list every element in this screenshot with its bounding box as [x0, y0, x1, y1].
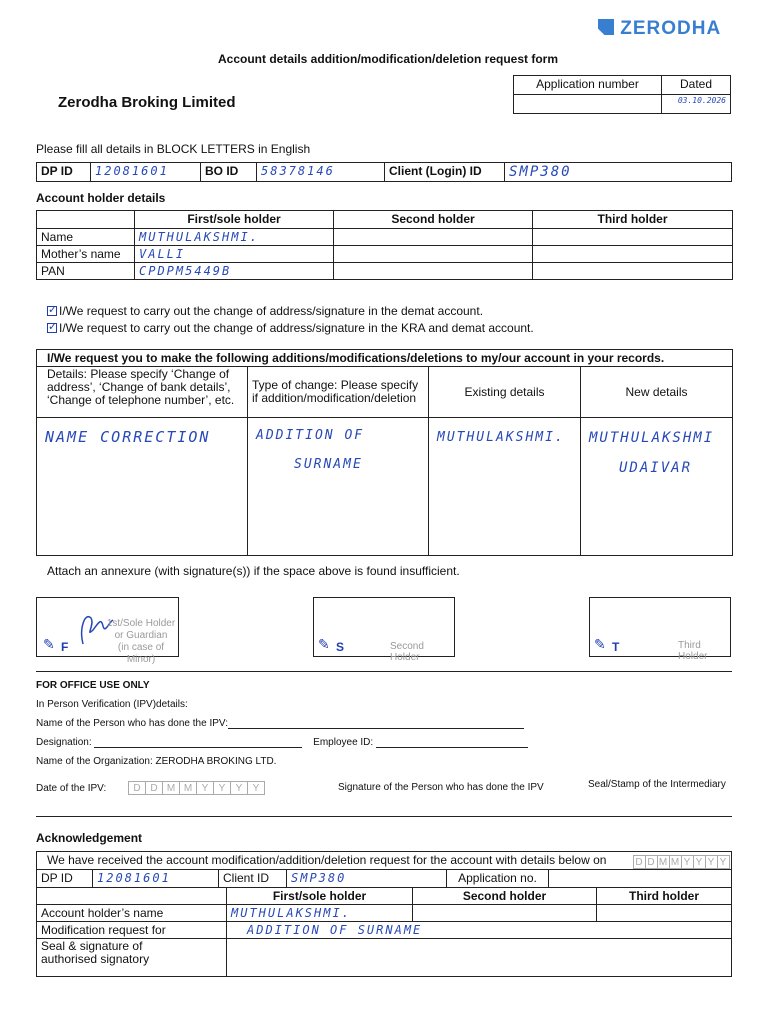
- sig-hint-2: or Guardian: [114, 630, 168, 641]
- zerodha-logo: [598, 18, 721, 40]
- holder-section-heading: Account holder details: [36, 191, 166, 205]
- ack-date-boxes[interactable]: [634, 854, 730, 869]
- change-table: [36, 349, 733, 556]
- date-box[interactable]: M: [657, 855, 670, 869]
- ack-client-value: SMP380: [287, 870, 447, 888]
- sig-hint-second: Second Holder: [390, 641, 424, 663]
- ipv-person-label: Name of the Person who has done the IPV:: [36, 718, 228, 729]
- date-box[interactable]: Y: [681, 855, 694, 869]
- entry-type: [248, 418, 429, 556]
- ack-seal-line2: authorised signatory: [41, 952, 150, 966]
- logo-text: ZERODHA: [620, 18, 722, 39]
- ack-name-second: [413, 905, 597, 922]
- ack-dp-label: DP ID: [37, 870, 93, 888]
- entry-new-line2: UDAIVAR: [619, 460, 693, 476]
- checkbox-icon[interactable]: [47, 323, 57, 333]
- ack-app-value: [549, 870, 732, 888]
- ack-holder-table: [36, 887, 732, 977]
- request-kra-text: I/We request to carry out the change of address/signature in the KRA and demat account.: [59, 321, 534, 335]
- date-box[interactable]: Y: [247, 781, 265, 795]
- designation-label: Designation:: [36, 737, 92, 748]
- ipv-date-label: Date of the IPV:: [36, 783, 107, 794]
- ack-mod-value: ADDITION OF SURNAME: [227, 922, 732, 939]
- ack-name-label: Account holder’s name: [37, 905, 227, 922]
- ack-seal-label: [37, 939, 227, 977]
- request-demat-text: I/We request to carry out the change of address/signature in the demat account.: [59, 304, 484, 318]
- date-box[interactable]: M: [179, 781, 197, 795]
- name-third: [533, 229, 733, 246]
- row-label-name: Name: [37, 229, 135, 246]
- annexure-note: Attach an annexure (with signature(s)) if the space above is found insufficient.: [47, 564, 460, 578]
- ipv-person-field[interactable]: [228, 718, 524, 729]
- date-box[interactable]: D: [633, 855, 646, 869]
- ack-name-value: MUTHULAKSHMI.: [227, 905, 413, 922]
- pan-third: [533, 263, 733, 280]
- employee-id-label: Employee ID:: [313, 737, 374, 748]
- table-row: [37, 229, 733, 246]
- request-demat[interactable]: [47, 304, 483, 318]
- office-heading: FOR OFFICE USE ONLY: [36, 680, 150, 691]
- date-box[interactable]: M: [669, 855, 682, 869]
- sig-letter-s: S: [336, 640, 345, 654]
- dated-label: Dated: [662, 76, 731, 95]
- ack-name-third: [597, 905, 732, 922]
- name-value: MUTHULAKSHMI.: [135, 229, 334, 246]
- col-first-holder: First/sole holder: [135, 211, 334, 229]
- ack-dp-value: 12081601: [93, 870, 219, 888]
- ack-heading: Acknowledgement: [36, 831, 143, 845]
- bo-id-label: BO ID: [201, 163, 257, 182]
- entry-details: NAME CORRECTION: [37, 418, 248, 556]
- table-row: [37, 246, 733, 263]
- pan-second: [334, 263, 533, 280]
- sig-hint-3: (in case of Minor): [117, 642, 165, 665]
- date-box[interactable]: M: [162, 781, 180, 795]
- dp-id-label: DP ID: [37, 163, 91, 182]
- col-existing: Existing details: [429, 367, 581, 418]
- application-box: [513, 75, 731, 114]
- table-row: [37, 418, 733, 556]
- ack-table: [36, 851, 732, 888]
- mother-second: [334, 246, 533, 263]
- application-number-value: [514, 95, 662, 114]
- date-box[interactable]: Y: [230, 781, 248, 795]
- table-row: [37, 922, 732, 939]
- ipv-person: [36, 718, 524, 729]
- signature-box-third[interactable]: [589, 597, 731, 662]
- employee-id-field[interactable]: [376, 737, 528, 748]
- sig-hint-third: Third Holder: [678, 640, 708, 662]
- sig-letter-f: F: [61, 640, 69, 654]
- sig-hint-1: 1st/Sole Holder: [106, 618, 176, 629]
- pen-icon: ✎: [318, 636, 330, 652]
- checkbox-icon[interactable]: [47, 306, 57, 316]
- signature-box-second[interactable]: [313, 597, 455, 663]
- designation-field[interactable]: [94, 737, 302, 748]
- holder-corner: [37, 211, 135, 229]
- date-box[interactable]: Y: [693, 855, 706, 869]
- date-box[interactable]: D: [128, 781, 146, 795]
- col-third-holder: Third holder: [533, 211, 733, 229]
- divider: [36, 671, 732, 672]
- date-box[interactable]: Y: [196, 781, 214, 795]
- company-name: Zerodha Broking Limited: [58, 94, 236, 111]
- date-box[interactable]: D: [645, 855, 658, 869]
- designation-row: [36, 737, 528, 748]
- dated-value: 03.10.2026: [662, 95, 731, 114]
- table-row: [37, 905, 732, 922]
- ack-client-label: Client ID: [219, 870, 287, 888]
- pen-icon: ✎: [594, 636, 606, 652]
- ack-seal-line1: Seal & signature of: [41, 939, 143, 953]
- table-row: [37, 939, 732, 977]
- logo-mark-icon: [598, 19, 614, 35]
- ipv-signature-label: Signature of the Person who has done the IPV: [338, 782, 544, 793]
- ack-col-first: First/sole holder: [227, 888, 413, 905]
- ack-received-text: We have received the account modification/addition/deletion request for the account with details below on: [47, 853, 607, 867]
- ack-seal-area: [227, 939, 732, 977]
- table-row: [37, 263, 733, 280]
- entry-new-line1: MUTHULAKSHMI: [589, 430, 715, 446]
- ipv-date-boxes[interactable]: [129, 780, 265, 795]
- date-box[interactable]: Y: [705, 855, 718, 869]
- mother-value: VALLI: [135, 246, 334, 263]
- ack-corner: [37, 888, 227, 905]
- ack-mod-label: Modification request for: [37, 922, 227, 939]
- bo-id-value: 58378146: [257, 163, 385, 182]
- ack-received-row: [37, 852, 732, 870]
- ack-col-third: Third holder: [597, 888, 732, 905]
- client-id-label: Client (Login) ID: [385, 163, 505, 182]
- entry-type-line2: SURNAME: [294, 457, 363, 472]
- date-box[interactable]: D: [145, 781, 163, 795]
- col-type: Type of change: Please specify if addition/modification/deletion: [248, 367, 429, 418]
- sig-letter-t: T: [612, 640, 620, 654]
- col-second-holder: Second holder: [334, 211, 533, 229]
- row-label-pan: PAN: [37, 263, 135, 280]
- col-details: Details: Please specify ‘Change of address’, ‘Change of bank details’, ‘Change of telephone number’, etc.: [37, 367, 248, 418]
- request-kra[interactable]: [47, 321, 534, 335]
- signature-box-first[interactable]: [36, 597, 179, 665]
- entry-new: [581, 418, 733, 556]
- client-id-value: SMP380: [505, 163, 732, 182]
- col-new: New details: [581, 367, 733, 418]
- entry-type-line1: ADDITION OF: [256, 428, 365, 443]
- seal-label: Seal/Stamp of the Intermediary: [588, 779, 726, 790]
- entry-existing: MUTHULAKSHMI.: [429, 418, 581, 556]
- mother-third: [533, 246, 733, 263]
- pan-value: CPDPM5449B: [135, 263, 334, 280]
- row-label-mother: Mother’s name: [37, 246, 135, 263]
- name-second: [334, 229, 533, 246]
- form-title: Account details addition/modification/deletion request form: [218, 52, 559, 66]
- ack-col-second: Second holder: [413, 888, 597, 905]
- instruction-text: Please fill all details in BLOCK LETTERS in English: [36, 142, 311, 156]
- id-table: [36, 162, 732, 182]
- pen-icon: ✎: [43, 636, 55, 652]
- holder-table: [36, 210, 733, 280]
- application-number-label: Application number: [514, 76, 662, 95]
- date-box[interactable]: Y: [717, 855, 730, 869]
- dp-id-value: 12081601: [91, 163, 201, 182]
- org-name: Name of the Organization: ZERODHA BROKING LTD.: [36, 756, 277, 767]
- ipv-details: In Person Verification (IPV)details:: [36, 699, 188, 710]
- change-heading: I/We request you to make the following additions/modifications/deletions to my/our account in your records.: [37, 350, 733, 367]
- divider: [36, 816, 732, 817]
- date-box[interactable]: Y: [213, 781, 231, 795]
- ack-app-label: Application no.: [447, 870, 549, 888]
